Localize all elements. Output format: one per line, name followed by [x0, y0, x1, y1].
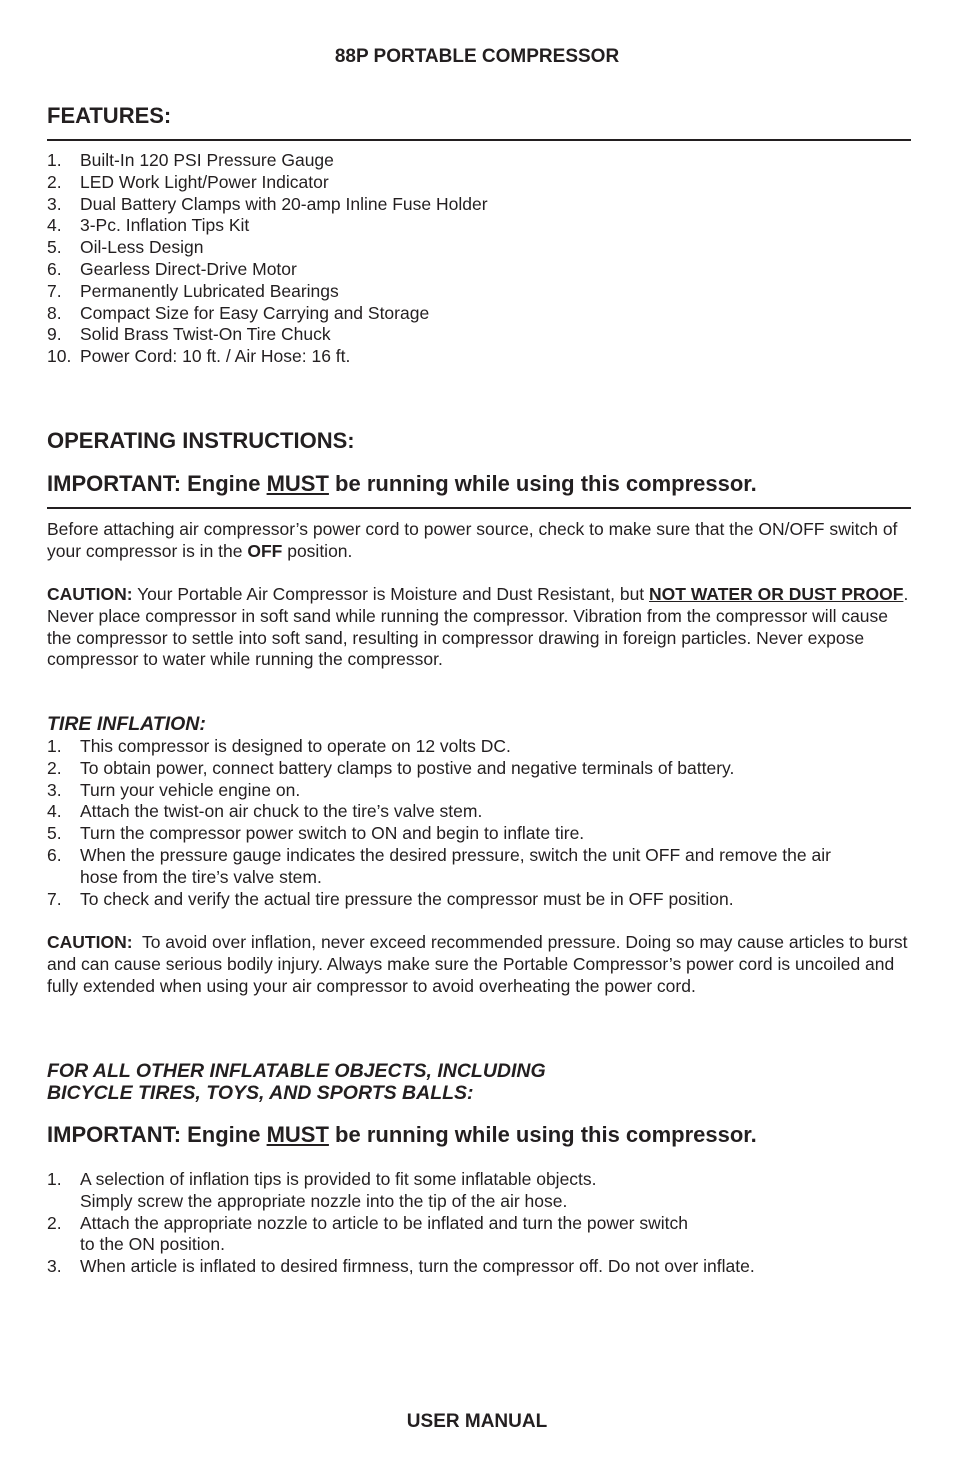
- document-title: 88P PORTABLE COMPRESSOR: [334, 46, 620, 67]
- important-notice-repeat: IMPORTANT: Engine MUST be running while using this compressor.: [47, 1122, 757, 1147]
- list-item: 2. To obtain power, connect battery clamps to postive and negative terminals of battery.: [47, 757, 735, 778]
- list-item: 4. Attach the twist-on air chuck to the tire’s valve stem.: [47, 801, 483, 822]
- caution-paragraph: CAUTION: Your Portable Air Compressor is Moisture and Dust Resistant, but NOT WATER OR DUST PROOF. Never place compressor in soft sand while running the compressor. Vibration from the compressor will cause the compressor to settle into soft sand, resulting in compressor drawing in foreign particles. Never expose compressor to water while running the compressor.: [47, 584, 909, 670]
- list-item: 6. Gearless Direct-Drive Motor: [47, 258, 297, 279]
- list-item: 1. Built-In 120 PSI Pressure Gauge: [47, 150, 334, 170]
- list-item: 3. When article is inflated to desired firmness, turn the compressor off. Do not over inflate.: [47, 1256, 755, 1277]
- not-proof-emphasis: NOT WATER OR DUST PROOF: [649, 584, 904, 604]
- document-footer: USER MANUAL: [406, 1411, 548, 1432]
- caution-label: CAUTION:: [47, 584, 133, 604]
- list-item: 7. To check and verify the actual tire pressure the compressor must be in OFF position.: [47, 888, 734, 909]
- important-notice: IMPORTANT: Engine MUST be running while using this compressor.: [47, 471, 757, 496]
- list-item: 4. 3-Pc. Inflation Tips Kit: [47, 215, 250, 236]
- list-item: 10. Power Cord: 10 ft. / Air Hose: 16 ft.: [47, 346, 351, 367]
- operating-divider: [47, 507, 911, 509]
- list-item: 8. Compact Size for Easy Carrying and Storage: [47, 302, 430, 323]
- list-item: 7. Permanently Lubricated Bearings: [47, 280, 339, 301]
- other-inflatables-heading: FOR ALL OTHER INFLATABLE OBJECTS, INCLUDING BICYCLE TIRES, TOYS, AND SPORTS BALLS:: [47, 1060, 546, 1104]
- features-heading: FEATURES:: [47, 103, 172, 128]
- caution-inflation-paragraph: CAUTION: To avoid over inflation, never exceed recommended pressure. Doing so may cause articles to burst and can cause serious bodily injury. Always make sure the Portable Compressor’s power cord is uncoiled and fully extended when using your air compressor to avoid overheating the power cord.: [47, 932, 913, 996]
- features-divider: [47, 139, 911, 141]
- tire-inflation-heading: TIRE INFLATION:: [47, 713, 206, 735]
- other-inflatables-list: [47, 1169, 911, 1278]
- list-item: 1. This compressor is designed to operate on 12 volts DC.: [47, 736, 511, 756]
- list-item: 9. Solid Brass Twist-On Tire Chuck: [47, 324, 331, 345]
- features-list: [47, 150, 488, 368]
- tire-inflation-list: [47, 736, 911, 910]
- must-emphasis: MUST: [266, 1122, 329, 1147]
- list-item: 2. Attach the appropriate nozzle to article to be inflated and turn the power switch to the ON position.: [47, 1212, 688, 1255]
- intro-paragraph: Before attaching air compressor’s power cord to power source, check to make sure that the ON/OFF switch of your compressor is in the OFF position.: [47, 519, 898, 561]
- list-item: 2. LED Work Light/Power Indicator: [47, 171, 329, 192]
- list-item: 5. Oil-Less Design: [47, 237, 204, 258]
- list-item: 6. When the pressure gauge indicates the desired pressure, switch the unit OFF and remove the air hose from the tire’s valve stem.: [47, 844, 831, 887]
- caution-label: CAUTION:: [47, 932, 133, 952]
- must-emphasis: MUST: [266, 471, 329, 496]
- operating-heading: OPERATING INSTRUCTIONS:: [47, 428, 355, 453]
- list-item: 3. Turn your vehicle engine on.: [47, 779, 301, 800]
- list-item: 1. A selection of inflation tips is provided to fit some inflatable objects. Simply screw the appropriate nozzle into the tip of the air hose.: [47, 1169, 597, 1211]
- list-item: 5. Turn the compressor power switch to ON and begin to inflate tire.: [47, 823, 585, 844]
- list-item: 3. Dual Battery Clamps with 20-amp Inline Fuse Holder: [47, 193, 488, 214]
